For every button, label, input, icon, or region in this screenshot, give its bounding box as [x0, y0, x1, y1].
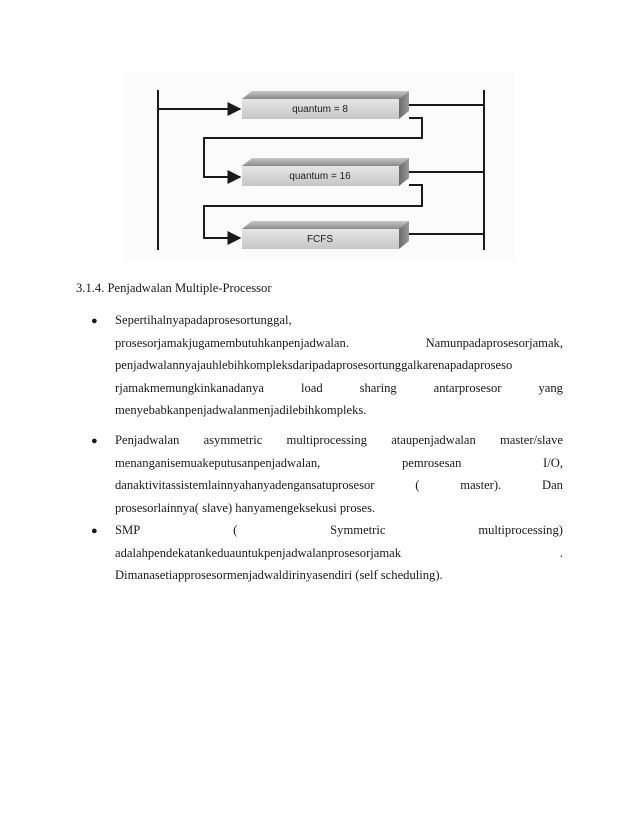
section-heading: 3.1.4. Penjadwalan Multiple-Processor — [76, 281, 272, 295]
text-segment: ataupenjadwalan — [391, 433, 476, 447]
text-segment: Symmetric — [330, 523, 386, 537]
text-segment: pemrosesan — [401, 455, 462, 470]
text-segment: I/O, — [543, 455, 563, 470]
bullet-dot: ● — [91, 435, 98, 447]
text-segment: prosesorlainnya( slave) hanyamengeksekusi proses. — [115, 500, 376, 515]
bullet-text-line — [115, 501, 563, 517]
text-segment: master). — [460, 478, 502, 493]
bullet-text-line — [115, 381, 563, 397]
bullet-text-line — [115, 523, 563, 539]
bullet-text-line — [115, 456, 563, 472]
text-segment: penjadwalannyajauhlebihkompleksdaripadaprosesortunggalkarenapadaproseso — [115, 358, 513, 373]
bullet-text-line — [115, 433, 563, 449]
bullet-text-line — [115, 403, 563, 419]
text-segment: menyebabkanpenjadwalanmenjadilebihkompleks. — [115, 403, 367, 418]
bullet-text-line — [115, 358, 563, 374]
bullet-text-line — [115, 568, 563, 584]
text-segment: Dan — [541, 478, 563, 493]
text-segment: antarprosesor — [433, 380, 502, 395]
text-segment: menanganisemuakeputusanpenjadwalan, — [115, 455, 321, 470]
text-segment: multiprocessing — [286, 433, 367, 447]
queue-label-1: quantum = 8 — [292, 104, 348, 115]
bullet-dot: ● — [91, 525, 98, 537]
multilevel-feedback-queue-diagram — [124, 72, 514, 262]
text-segment: danaktivitassistemlainnyahanyadengansatuprosesor — [115, 478, 375, 493]
text-segment: ( — [415, 478, 420, 493]
text-segment: multiprocessing) — [478, 523, 563, 537]
bullet-text-line — [115, 546, 563, 562]
text-segment: master/slave — [500, 433, 563, 447]
text-segment: ( — [233, 523, 238, 537]
text-segment: SMP — [115, 523, 141, 537]
bullet-text-line — [115, 336, 563, 352]
bullet-dot: ● — [91, 315, 98, 327]
queue-label-3: FCFS — [306, 234, 334, 245]
text-segment: Sepertihalnyapadaprosesortunggal, — [115, 313, 292, 327]
text-segment: sharing — [359, 380, 397, 395]
text-segment: . — [559, 545, 563, 560]
queue-label-2: quantum = 16 — [289, 171, 351, 182]
text-segment: Penjadwalan — [115, 433, 180, 447]
text-segment: Dimanasetiapprosesormenjadwaldirinyasendiri (self scheduling). — [115, 568, 443, 583]
text-segment: load — [300, 380, 323, 395]
bullet-text-line — [115, 478, 563, 494]
text-segment: yang — [538, 380, 563, 395]
text-segment: Namunpadaprosesorjamak, — [425, 335, 563, 350]
text-segment: adalahpendekatankeduauntukpenjadwalanprosesorjamak — [115, 545, 402, 560]
text-segment: rjamakmemungkinkanadanya — [115, 380, 264, 395]
text-segment: asymmetric — [203, 433, 263, 447]
text-segment: prosesorjamakjugamembutuhkanpenjadwalan. — [115, 335, 349, 350]
bullet-text-line — [115, 313, 563, 329]
